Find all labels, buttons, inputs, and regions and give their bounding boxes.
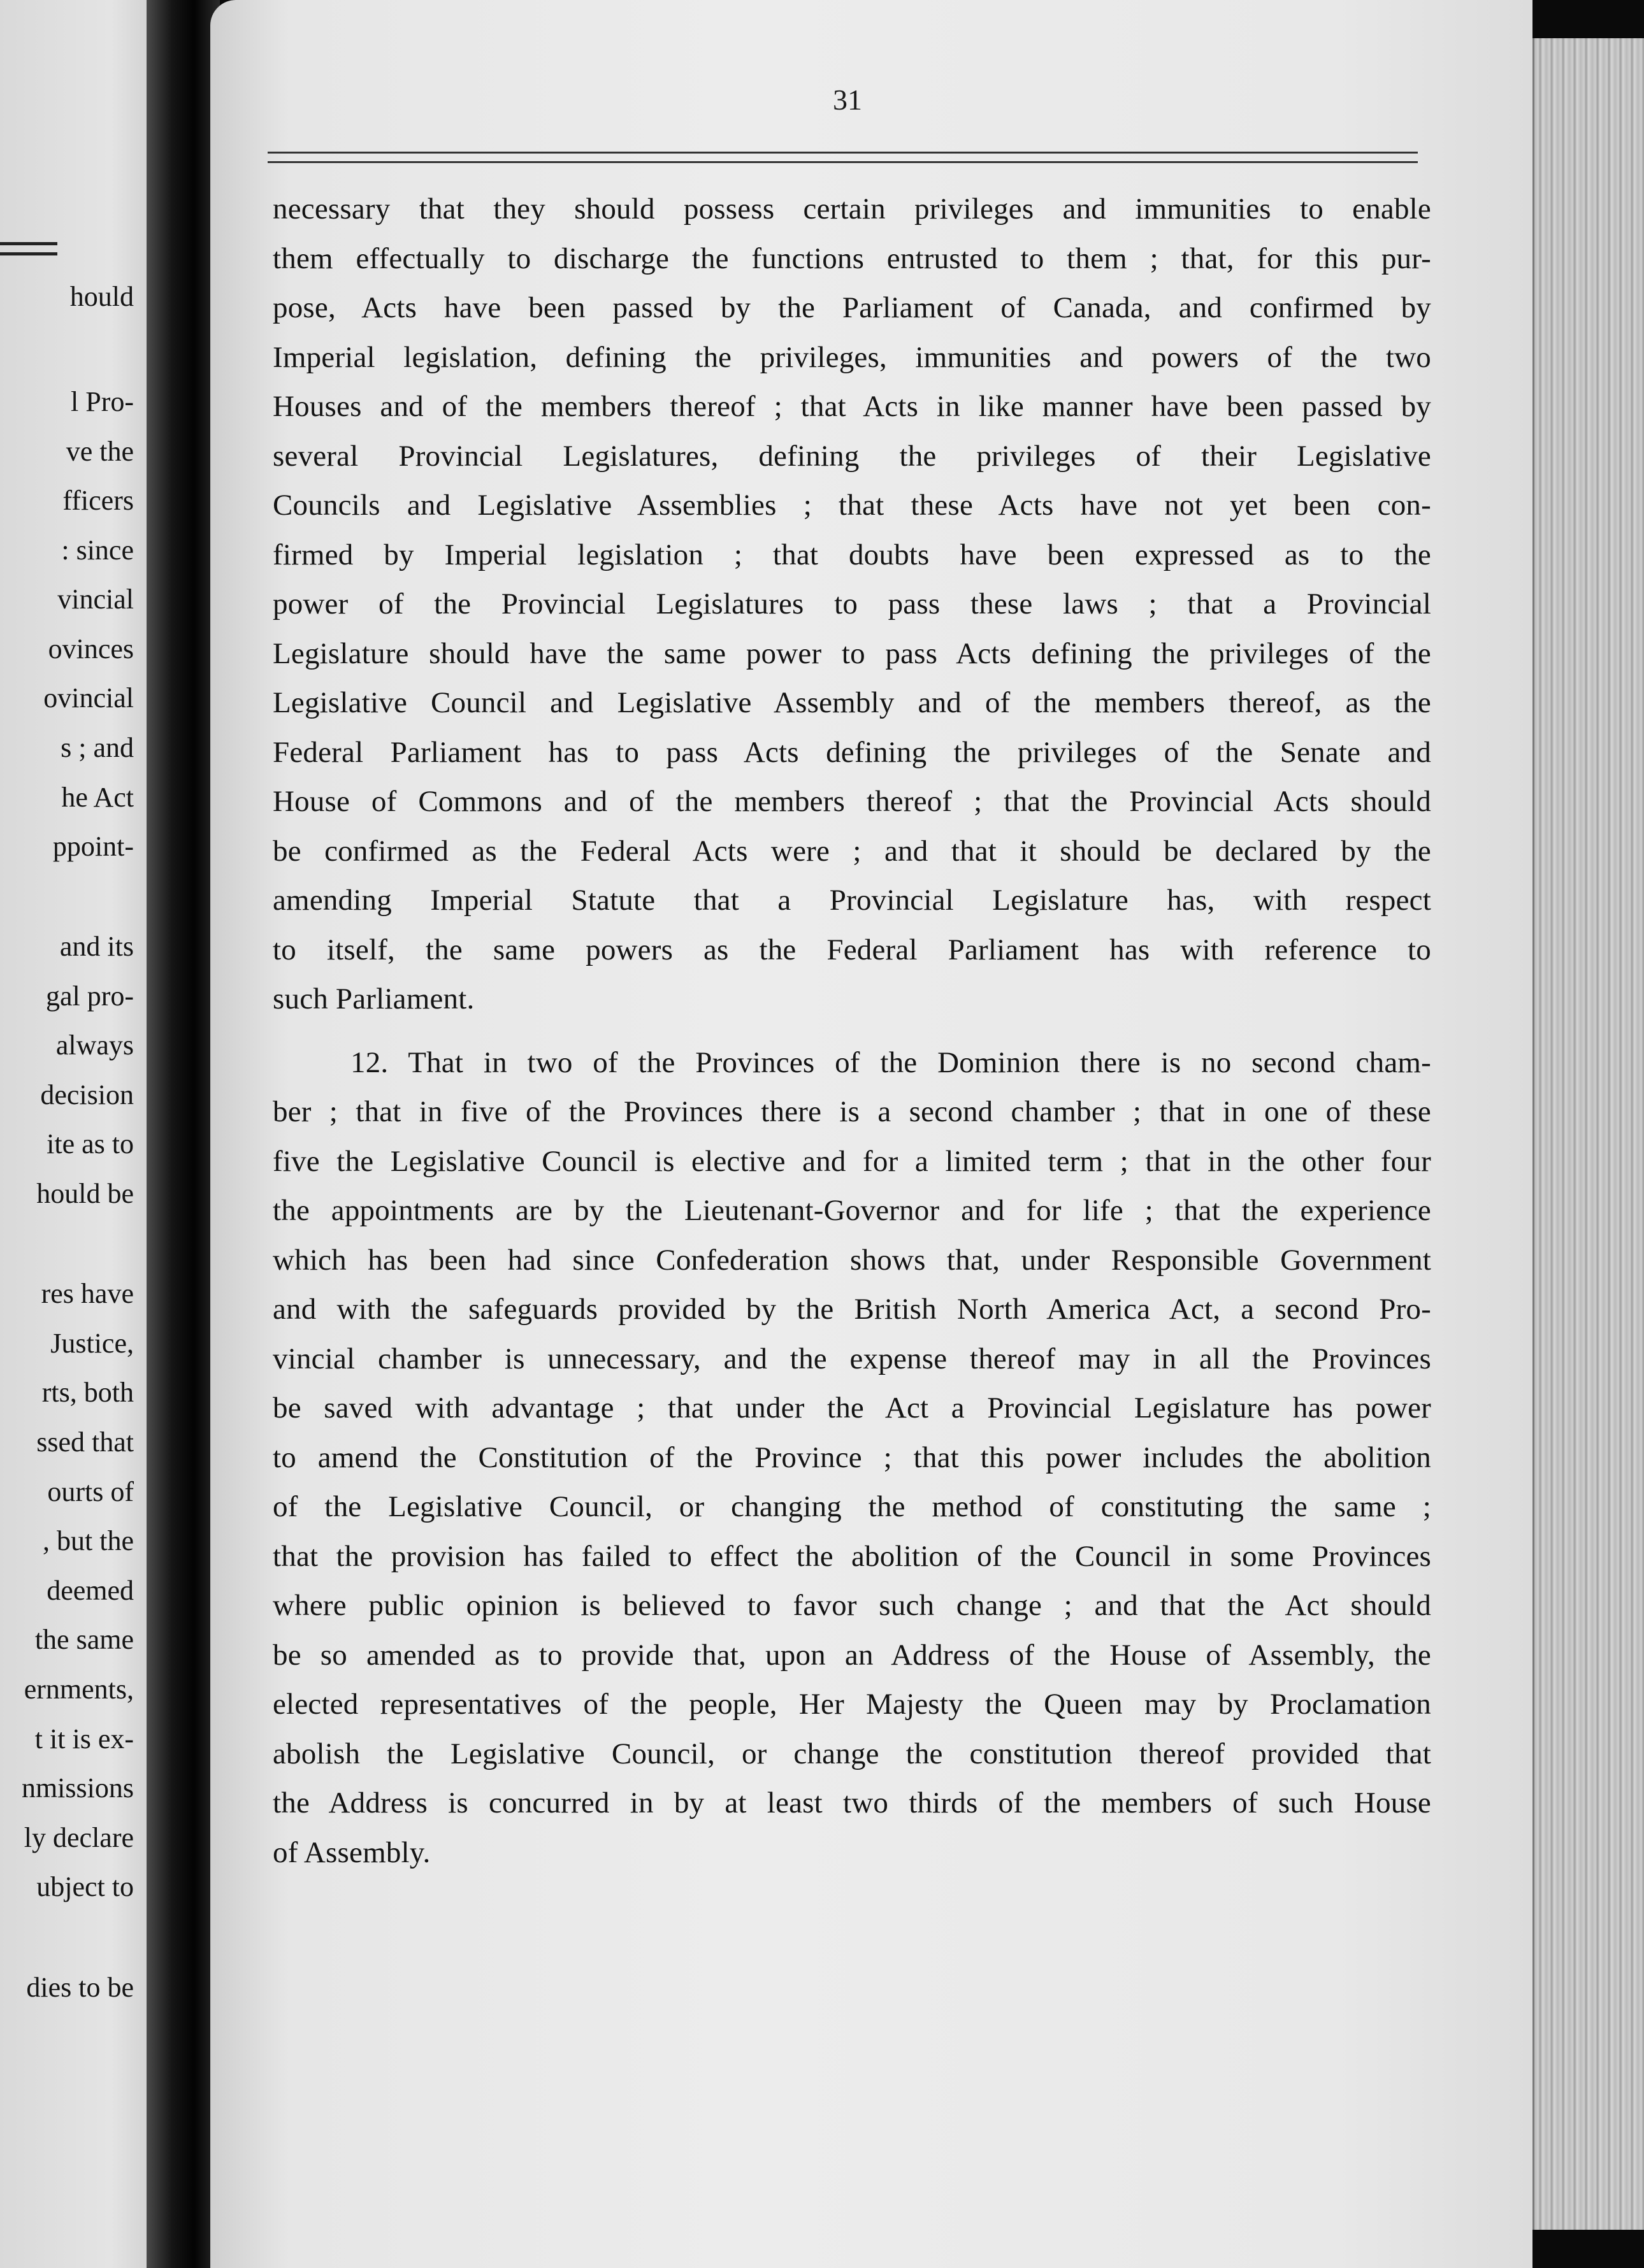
text-line: Legislature should have the same power to pass Acts defining the privileges of the (273, 636, 1431, 670)
left-page-line: t it is ex- (34, 1723, 134, 1755)
left-page-line: the same (34, 1624, 134, 1655)
book-binding-gutter (147, 0, 220, 2268)
text-line: where public opinion is believed to favor such change ; and that the Act should (273, 1589, 1431, 1622)
text-line: vincial chamber is unnecessary, and the expense thereof may in all the Provinces (273, 1342, 1431, 1375)
left-page-line: dies to be (26, 1972, 134, 2003)
paragraph-12 (273, 1038, 1431, 1878)
text-line: which has been had since Confederation shows that, under Responsible Government (273, 1243, 1431, 1277)
text-line: firmed by Imperial legislation ; that doubts have been expressed as to the (273, 538, 1431, 571)
text-line: Councils and Legislative Assemblies ; that these Acts have not yet been con- (273, 489, 1431, 522)
text-line: pose, Acts have been passed by the Parliament of Canada, and confirmed by (273, 291, 1431, 324)
text-line: such Parliament. (273, 982, 475, 1016)
left-page-line: ite as to (47, 1128, 134, 1159)
left-page-line: s ; and (61, 732, 134, 763)
text-line: the Address is concurred in by at least two thirds of the members of such House (273, 1786, 1431, 1819)
left-page-line: ve the (66, 436, 134, 467)
text-line: abolish the Legislative Council, or change the constitution thereof provided that (273, 1737, 1431, 1770)
left-page-line: vincial (57, 584, 134, 615)
text-line: of Assembly. (273, 1835, 431, 1869)
left-page-line: fficers (62, 485, 134, 516)
left-page-line: gal pro- (45, 980, 134, 1012)
left-page-line: ssed that (36, 1426, 134, 1458)
text-line: them effectually to discharge the functions entrusted to them ; that, for this pur- (273, 241, 1431, 275)
page-number: 31 (833, 83, 862, 116)
text-line: that the provision has failed to effect the abolition of the Council in some Provinces (273, 1539, 1431, 1573)
left-page-line: ourts of (47, 1476, 134, 1507)
header-double-rule (268, 152, 1418, 163)
text-line: amending Imperial Statute that a Provincial Legislature has, with respect (273, 884, 1431, 917)
text-line: several Provincial Legislatures, defining the privileges of their Legislative (273, 439, 1431, 473)
left-page-line: hould (69, 281, 134, 312)
left-page-line: ly declare (24, 1822, 134, 1853)
left-page-line: decision (40, 1079, 134, 1110)
text-line: House of Commons and of the members thereof ; that the Provincial Acts should (273, 785, 1431, 818)
text-line: five the Legislative Council is elective and for a limited term ; that in the other four (273, 1144, 1431, 1178)
text-line: Houses and of the members thereof ; that Acts in like manner have been passed by (273, 390, 1431, 423)
left-page-line: nmissions (21, 1772, 134, 1804)
left-page-line: : since (61, 535, 134, 566)
left-page-line: ernments, (24, 1674, 134, 1705)
text-line: be saved with advantage ; that under the Act a Provincial Legislature has power (273, 1391, 1431, 1425)
paragraph-1 (273, 185, 1431, 1024)
page-body (273, 185, 1431, 1877)
left-page-line: Justice, (50, 1328, 134, 1359)
left-page-line: rts, both (41, 1377, 134, 1408)
left-page-line: l Pro- (71, 386, 134, 417)
left-page-line: he Act (61, 782, 134, 813)
left-page-line: , but the (43, 1525, 134, 1556)
text-line: 12. That in two of the Provinces of the Dominion there is no second cham- (350, 1045, 1431, 1079)
text-line: power of the Provincial Legislatures to pass these laws ; that a Provincial (273, 587, 1431, 621)
text-line: of the Legislative Council, or changing the method of constituting the same ; (273, 1490, 1431, 1523)
text-line: elected representatives of the people, Her Majesty the Queen may by Proclamation (273, 1688, 1431, 1721)
left-page-line: res have (41, 1278, 134, 1309)
left-page-rule (0, 252, 57, 255)
text-line: be confirmed as the Federal Acts were ; and that it should be declared by the (273, 834, 1431, 868)
left-page-line: ovincial (43, 682, 134, 714)
left-page-line: deemed (47, 1575, 134, 1606)
text-line: and with the safeguards provided by the British North America Act, a second Pro- (273, 1293, 1431, 1326)
text-line: Legislative Council and Legislative Assembly and of the members thereof, as the (273, 686, 1431, 719)
text-line: to amend the Constitution of the Province ; that this power includes the abolition (273, 1440, 1431, 1474)
text-line: be so amended as to provide that, upon an Address of the House of Assembly, the (273, 1638, 1431, 1672)
left-page-line: always (55, 1030, 134, 1061)
text-line: necessary that they should possess certain privileges and immunities to enable (273, 192, 1431, 226)
text-line: Federal Parliament has to pass Acts defining the privileges of the Senate and (273, 735, 1431, 769)
text-line: the appointments are by the Lieutenant-Governor and for life ; that the experience (273, 1194, 1431, 1227)
left-page-line: ovinces (48, 633, 134, 664)
page-edges (1532, 38, 1644, 2230)
text-line: ber ; that in five of the Provinces there is a second chamber ; that in one of these (273, 1095, 1431, 1128)
left-page-line: ppoint- (52, 831, 134, 862)
left-page-rule (0, 242, 57, 245)
left-page-line: and its (59, 931, 134, 962)
left-page-line: ubject to (36, 1871, 134, 1902)
left-page-line: hould be (36, 1178, 134, 1209)
text-line: to itself, the same powers as the Federal Parliament has with reference to (273, 933, 1431, 966)
text-line: Imperial legislation, defining the privileges, immunities and powers of the two (273, 340, 1431, 374)
